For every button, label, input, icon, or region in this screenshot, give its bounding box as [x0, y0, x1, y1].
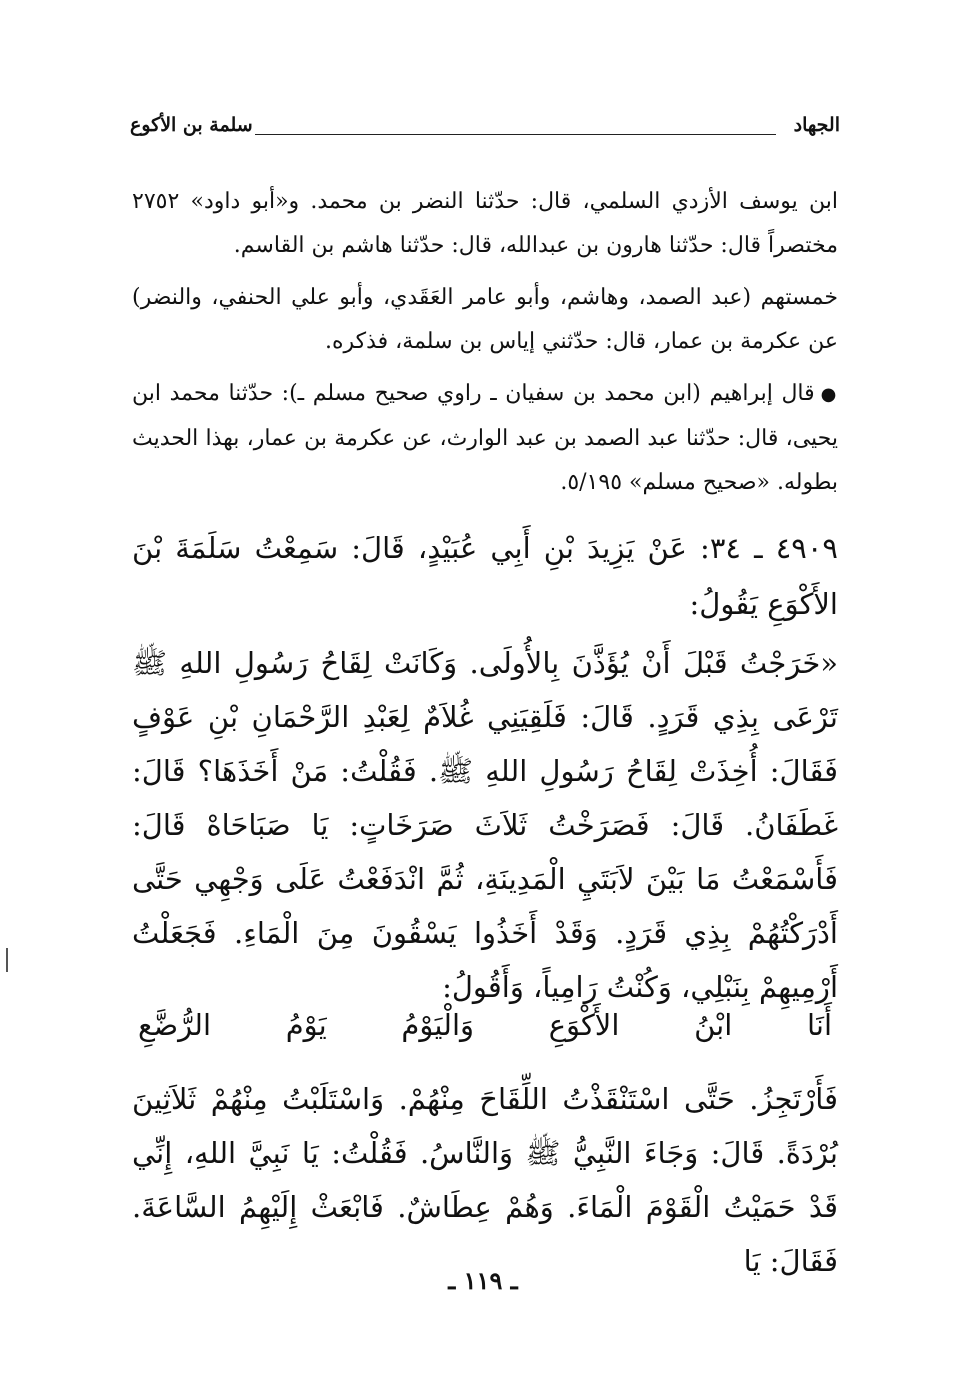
note-text-2: خمستهم (عبد الصمد، وهاشم، وأبو عامر العَقَدي، وأبو علي الحنفي، والنضر) عن عكرمة بن عمار، قال: حدّثني إياس بن سلمة، فذكره.	[132, 285, 838, 354]
hadith-body-1	[132, 636, 838, 1014]
page-number: ـ ١١٩ ـ	[448, 1266, 518, 1295]
header-section-title: سلمة بن الأكوع	[130, 114, 253, 136]
verse-word: الرُّضَّعِ	[138, 1008, 211, 1042]
verse-word: الأَكْوَعِ	[548, 1008, 620, 1042]
note-paragraph-3	[132, 372, 838, 505]
hadith-body-2-text: فَأَرْتَجِزُ. حَتَّى اسْتَنْقَذْتُ اللِّقَاحَ مِنْهُمْ. وَاسْتَلَبْتُ مِنْهُمْ ثَلاَثِينَ بُرْدَةً. قَالَ: وَجَاءَ النَّبِيُّ ﷺ وَالنَّاسُ. فَقُلْتُ: يَا نَبِيَّ اللهِ، إِنِّي قَدْ حَمَيْتُ الْقَوْمَ الْمَاءَ. وَهُمْ عِطَاشٌ. فَابْعَثْ إِلَيْهِمُ السَّاعَةَ. فَقَالَ: يَا	[132, 1082, 838, 1278]
hadith-heading-text: ٤٩٠٩ ـ ٣٤: عَنْ يَزِيدَ بْنِ أَبِي عُبَيْدٍ، قَالَ: سَمِعْتُ سَلَمَةَ بْنَ الأَكْوَعِ يَقُولُ:	[132, 531, 839, 621]
running-header	[130, 112, 840, 146]
note-paragraph-2	[132, 276, 838, 364]
header-rule	[255, 134, 776, 135]
verse-word: يَوْمُ	[285, 1008, 327, 1042]
verse-word: أَنَا	[807, 1008, 832, 1042]
note-text-1: ابن يوسف الأزدي السلمي، قال: حدّثنا النضر بن محمد. و«أبو داود» ٢٧٥٢ مختصراً قال: حدّثنا هارون بن عبدالله، قال: حدّثنا هاشم بن القاسم.	[132, 189, 838, 258]
verse-word: ابْنُ	[694, 1008, 733, 1042]
note-text-3: قال إبراهيم (ابن محمد بن سفيان ـ راوي صحيح مسلم ـ): حدّثنا محمد ابن يحيى، قال: حدّثنا عبد الصمد بن عبد الوارث، عن عكرمة بن عمار، بهذا الحديث بطوله. «صحيح مسلم» ٥/١٩٥.	[132, 381, 838, 495]
bullet-icon: ●	[820, 384, 838, 405]
poetry-verse	[132, 1000, 838, 1050]
header-chapter-title: الجهاد	[793, 114, 840, 136]
hadith-body-2	[132, 1072, 838, 1288]
margin-mark	[6, 948, 8, 972]
verse-word: وَالْيَوْمُ	[401, 1008, 475, 1042]
hadith-heading	[132, 520, 838, 632]
note-paragraph-1	[132, 180, 838, 268]
hadith-body-1-text: «خَرَجْتُ قَبْلَ أَنْ يُؤَذَّنَ بِالأُولَى. وَكَانَتْ لِقَاحُ رَسُولِ اللهِ ﷺ تَرْعَى بِذِي قَرَدٍ. قَالَ: فَلَقِيَنِي غُلاَمٌ لِعَبْدِ الرَّحْمَانِ بْنِ عَوْفٍ فَقَالَ: أُخِذَتْ لِقَاحُ رَسُولِ اللهِ ﷺ. فَقُلْتُ: مَنْ أَخَذَهَا؟ قَالَ: غَطَفَانُ. قَالَ: فَصَرَخْتُ ثَلاَثَ صَرَخَاتٍ: يَا صَبَاحَاهْ قَالَ: فَأَسْمَعْتُ مَا بَيْنَ لاَبَتَيِ الْمَدِينَةِ، ثُمَّ انْدَفَعْتُ عَلَى وَجْهِي حَتَّى أَدْرَكْتُهُمْ بِذِي قَرَدٍ. وَقَدْ أَخَذُوا يَسْقُونَ مِنَ الْمَاءِ. فَجَعَلْتُ أَرْمِيهِمْ بِنَبْلِي، وَكُنْتُ رَامِياً، وَأَقُولُ:	[132, 646, 838, 1004]
